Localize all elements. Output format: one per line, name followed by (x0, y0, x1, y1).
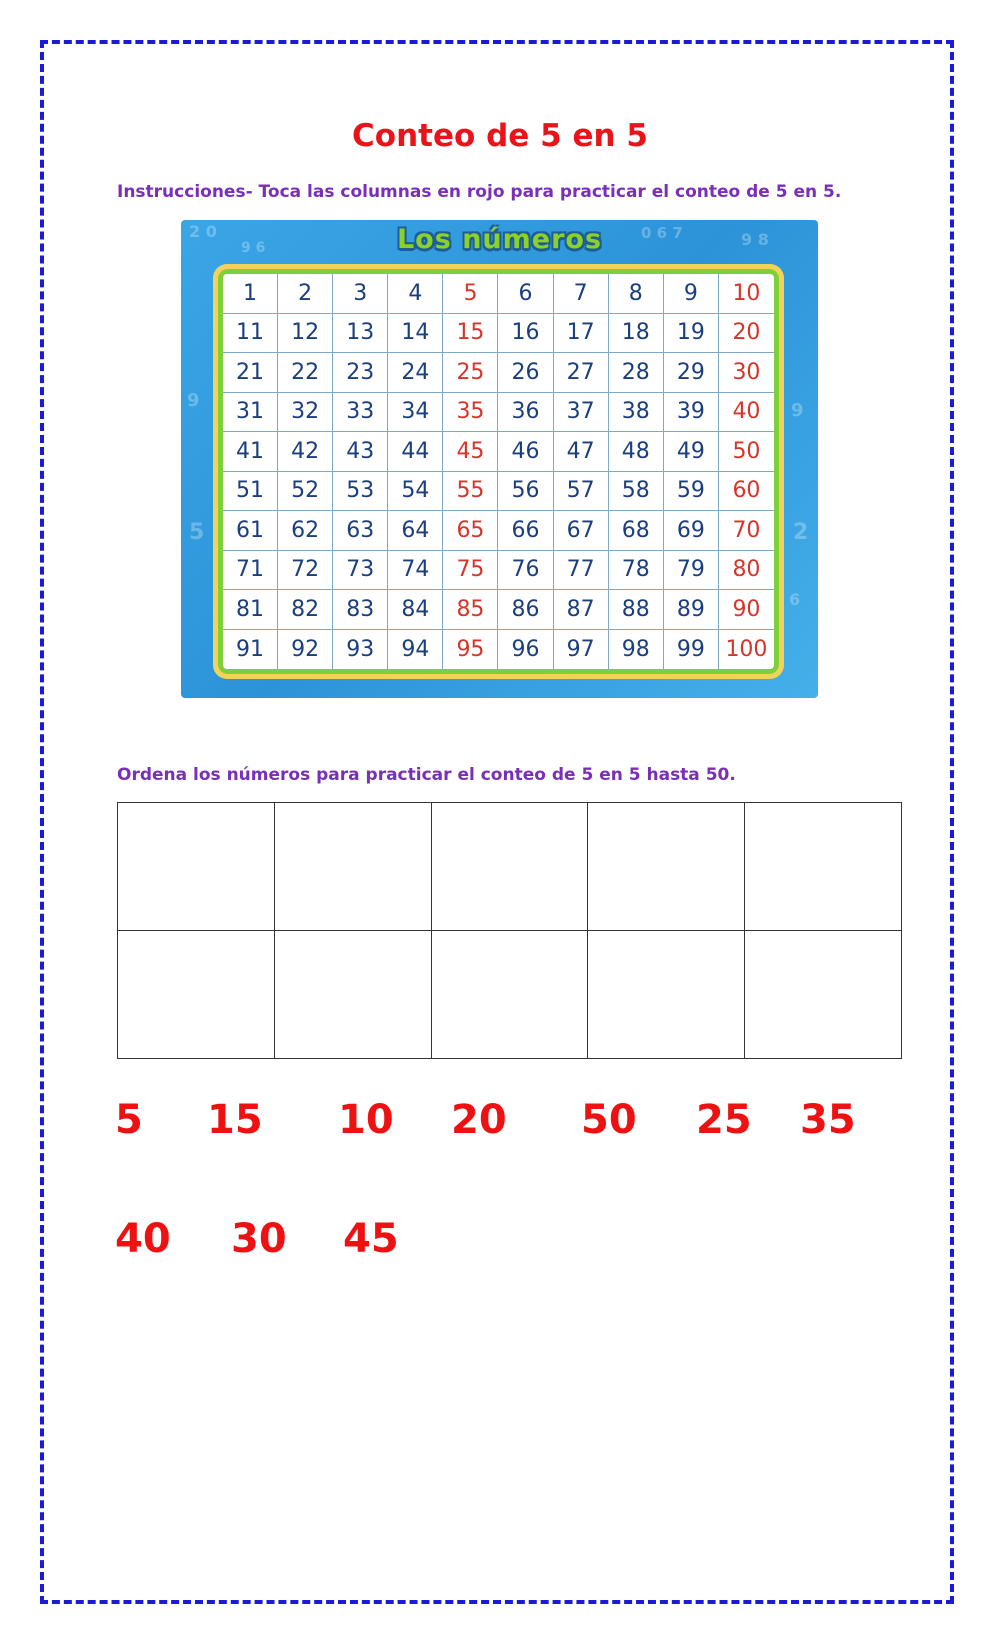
chart-cell: 33 (333, 393, 388, 433)
chart-cell-highlight[interactable]: 5 (443, 274, 498, 314)
drop-slot[interactable] (431, 931, 588, 1059)
chart-cell: 41 (223, 432, 278, 472)
chart-cell-highlight[interactable]: 20 (719, 314, 774, 354)
chart-cell-highlight[interactable]: 50 (719, 432, 774, 472)
chart-cell: 94 (388, 630, 443, 670)
chart-cell: 48 (609, 432, 664, 472)
chart-cell: 36 (498, 393, 553, 433)
chart-cell-highlight[interactable]: 25 (443, 353, 498, 393)
chart-cell-highlight[interactable]: 30 (719, 353, 774, 393)
chart-cell: 43 (333, 432, 388, 472)
task-instructions: Ordena los números para practicar el conteo de 5 en 5 hasta 50. (117, 765, 736, 785)
chart-cell: 22 (278, 353, 333, 393)
numbers-chart (181, 220, 818, 698)
chart-cell: 34 (388, 393, 443, 433)
drop-slot[interactable] (274, 803, 431, 931)
chart-cell: 51 (223, 472, 278, 512)
chart-cell-highlight[interactable]: 70 (719, 511, 774, 551)
chart-cell-highlight[interactable]: 85 (443, 590, 498, 630)
chart-cell: 78 (609, 551, 664, 591)
chart-cell: 29 (664, 353, 719, 393)
chart-cell: 86 (498, 590, 553, 630)
decor-digit: 5 (189, 520, 205, 545)
hundred-chart-grid (223, 274, 774, 669)
number-tile[interactable]: 40 (115, 1216, 171, 1262)
chart-cell: 23 (333, 353, 388, 393)
chart-cell: 1 (223, 274, 278, 314)
chart-cell: 84 (388, 590, 443, 630)
chart-cell: 81 (223, 590, 278, 630)
chart-cell: 62 (278, 511, 333, 551)
chart-cell: 61 (223, 511, 278, 551)
chart-cell: 66 (498, 511, 553, 551)
chart-cell: 16 (498, 314, 553, 354)
instructions-text: Instrucciones- Toca las columnas en rojo para practicar el conteo de 5 en 5. (117, 182, 842, 202)
chart-cell: 68 (609, 511, 664, 551)
chart-cell: 24 (388, 353, 443, 393)
chart-cell: 8 (609, 274, 664, 314)
chart-cell: 26 (498, 353, 553, 393)
chart-cell: 76 (498, 551, 553, 591)
chart-cell: 42 (278, 432, 333, 472)
chart-cell: 4 (388, 274, 443, 314)
chart-cell-highlight[interactable]: 100 (725, 636, 768, 662)
number-tile[interactable]: 10 (338, 1097, 394, 1143)
chart-cell: 47 (554, 432, 609, 472)
chart-cell: 17 (554, 314, 609, 354)
chart-cell-highlight[interactable]: 75 (443, 551, 498, 591)
chart-cell: 74 (388, 551, 443, 591)
chart-cell-highlight[interactable]: 60 (719, 472, 774, 512)
chart-cell: 14 (388, 314, 443, 354)
decor-digit: 9 (791, 400, 804, 421)
chart-cell-highlight[interactable]: 95 (443, 630, 498, 670)
number-tile[interactable]: 35 (800, 1097, 856, 1143)
chart-cell: 79 (664, 551, 719, 591)
chart-cell-highlight[interactable]: 35 (443, 393, 498, 433)
chart-cell: 87 (554, 590, 609, 630)
chart-cell-highlight[interactable]: 90 (719, 590, 774, 630)
chart-cell: 44 (388, 432, 443, 472)
number-tile[interactable]: 45 (343, 1216, 399, 1262)
page-title: Conteo de 5 en 5 (352, 118, 648, 154)
chart-cell: 32 (278, 393, 333, 433)
decor-digit: 6 (789, 590, 801, 609)
chart-cell: 59 (664, 472, 719, 512)
answer-grid (117, 802, 902, 1059)
drop-slot[interactable] (431, 803, 588, 931)
number-tile[interactable]: 15 (207, 1097, 263, 1143)
decor-digit: 9 8 (741, 230, 769, 249)
chart-cell-highlight[interactable]: 10 (719, 274, 774, 314)
number-tile[interactable]: 30 (231, 1216, 287, 1262)
chart-cell-highlight[interactable]: 55 (443, 472, 498, 512)
chart-cell: 73 (333, 551, 388, 591)
chart-cell: 93 (333, 630, 388, 670)
decor-digit: 9 (187, 390, 200, 411)
chart-cell: 11 (223, 314, 278, 354)
chart-cell: 49 (664, 432, 719, 472)
chart-cell: 52 (278, 472, 333, 512)
chart-cell: 12 (278, 314, 333, 354)
chart-cell-highlight[interactable]: 80 (719, 551, 774, 591)
drop-slot[interactable] (588, 931, 745, 1059)
drop-slot[interactable] (745, 931, 902, 1059)
chart-cell-highlight[interactable]: 15 (443, 314, 498, 354)
number-tile[interactable]: 20 (451, 1097, 507, 1143)
chart-cell: 7 (554, 274, 609, 314)
chart-cell: 88 (609, 590, 664, 630)
chart-cell: 56 (498, 472, 553, 512)
drop-slot[interactable] (745, 803, 902, 931)
chart-cell: 39 (664, 393, 719, 433)
chart-cell: 6 (498, 274, 553, 314)
decor-digit: 9 6 (241, 240, 266, 256)
chart-cell: 99 (664, 630, 719, 670)
chart-cell: 46 (498, 432, 553, 472)
chart-cell: 19 (664, 314, 719, 354)
chart-cell: 37 (554, 393, 609, 433)
chart-cell: 97 (554, 630, 609, 670)
chart-cell: 89 (664, 590, 719, 630)
decor-digit: 2 (793, 520, 809, 545)
chart-cell: 58 (609, 472, 664, 512)
chart-cell: 18 (609, 314, 664, 354)
drop-slot[interactable] (588, 803, 745, 931)
drop-slot[interactable] (118, 803, 275, 931)
decor-digit: 2 0 (189, 222, 217, 241)
chart-cell: 9 (664, 274, 719, 314)
number-tile[interactable]: 50 (581, 1097, 637, 1143)
chart-cell: 83 (333, 590, 388, 630)
drop-slot[interactable] (274, 931, 431, 1059)
chart-cell: 96 (498, 630, 553, 670)
chart-inner-border (218, 269, 779, 674)
chart-cell: 57 (554, 472, 609, 512)
chart-cell: 64 (388, 511, 443, 551)
chart-cell: 92 (278, 630, 333, 670)
chart-cell-highlight[interactable]: 40 (719, 393, 774, 433)
number-tile[interactable]: 5 (115, 1097, 143, 1143)
chart-cell: 3 (333, 274, 388, 314)
chart-cell-highlight[interactable]: 45 (443, 432, 498, 472)
chart-cell: 27 (554, 353, 609, 393)
chart-cell: 91 (223, 630, 278, 670)
chart-cell-highlight[interactable]: 65 (443, 511, 498, 551)
chart-cell: 82 (278, 590, 333, 630)
drop-slot[interactable] (118, 931, 275, 1059)
chart-cell: 28 (609, 353, 664, 393)
chart-cell: 63 (333, 511, 388, 551)
chart-cell: 71 (223, 551, 278, 591)
chart-cell: 77 (554, 551, 609, 591)
chart-cell: 72 (278, 551, 333, 591)
chart-frame (213, 264, 784, 679)
chart-cell: 69 (664, 511, 719, 551)
chart-cell: 53 (333, 472, 388, 512)
chart-cell: 67 (554, 511, 609, 551)
chart-cell: 13 (333, 314, 388, 354)
chart-cell: 38 (609, 393, 664, 433)
chart-cell: 2 (278, 274, 333, 314)
chart-cell: 21 (223, 353, 278, 393)
chart-cell: 31 (223, 393, 278, 433)
decor-digit: 0 6 7 (641, 224, 683, 242)
chart-cell: 54 (388, 472, 443, 512)
number-tile[interactable]: 25 (696, 1097, 752, 1143)
chart-cell: 98 (609, 630, 664, 670)
chart-title: Los números (396, 224, 603, 255)
